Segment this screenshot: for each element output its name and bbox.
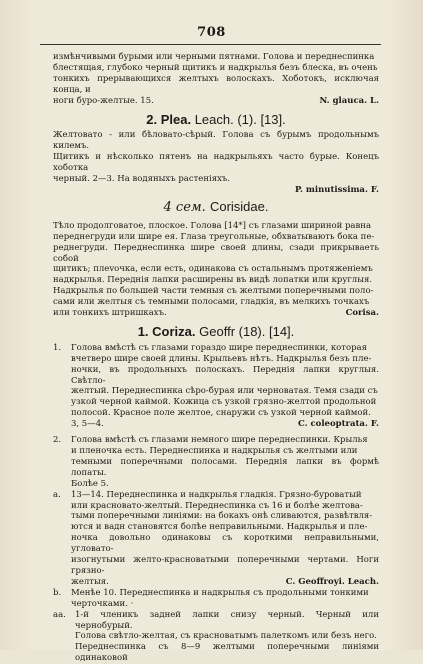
text-line: Щитикъ и нѣсколько пятенъ на надкрыльяхъ часто бурые. Конецъ хоботка — [53, 152, 379, 174]
genus-heading-plea — [53, 111, 379, 127]
text-line: и пленочка есть. Переднеспинка и надкрылья съ желтыми или — [71, 446, 358, 456]
text-line: Менѣе 10. Переднеспинка и надкрылья съ продольными тонкими — [71, 587, 369, 598]
text-line: черточками. · — [71, 598, 134, 609]
text-line: вчетверо шире своей длины. Крыльевъ нѣтъ. Надкрылья безъ пле- — [71, 353, 372, 364]
text-line: или тонкихъ штришкахъ. — [53, 308, 167, 319]
species-name: Corisa. — [345, 308, 379, 319]
text-line: надкрылья. Переднія лапки расширены въ видѣ лопатки или круглыя. — [53, 275, 373, 286]
page-content — [53, 52, 379, 664]
family-number: 4 сем. — [163, 199, 206, 215]
text-line: желтыя. — [71, 576, 109, 587]
genus-name: Plea. — [160, 111, 192, 127]
text-line: 1-й членикъ задней лапки снизу черный. Черный или чернобурый. — [75, 609, 379, 631]
genus-name: Coriza. — [152, 323, 196, 339]
text-line: 3, 5—4. — [71, 419, 104, 430]
text-line: изогнутыми желто-красноватыми поперечными чертами. Ноги грязно- — [71, 555, 379, 576]
species-name: C. coleoptrata. F. — [297, 419, 379, 430]
item-label: 2. — [53, 435, 62, 446]
species-name: N. glauca. L. — [319, 95, 379, 106]
family-heading — [53, 198, 379, 215]
text-line: ночка довольно одинаковы съ короткими неправильными, угловато- — [71, 533, 379, 555]
genus-number: 2. — [146, 111, 158, 127]
genus-heading-coriza — [53, 323, 379, 339]
family-paragraph — [53, 221, 379, 319]
text-line: Переднеспинка съ 8—9 желтыми поперечными линіями одинаковой — [75, 642, 379, 664]
key-item-aa — [53, 610, 379, 664]
text-line: 13—14. Переднеспинка и надкрылья гладкія. Грязно-буроватый — [71, 489, 362, 500]
text-line: Голова свѣтло-желтая, съ красноватымъ палеткомъ или безъ него. — [75, 631, 377, 642]
text-line: сами или желтыя съ темными полосами, гладкія, въ мелкихъ точкахъ — [53, 297, 370, 308]
text-line: Болѣе 5. — [71, 478, 109, 489]
species-name: P. minutissima. F. — [295, 184, 379, 195]
genus-number: 1. — [137, 323, 149, 339]
text-line: щитикъ; плеvочка, если есть, одинакова съ остальнымъ протяженіемъ — [53, 264, 373, 275]
text-line: Тѣло продолговатое, плоское. Голова [14*] съ глазами шириной равна — [53, 220, 372, 231]
species-name: C. Geoffroyi. Leach. — [285, 576, 379, 587]
text-line: ются и вадн становятся болѣе неправильными. Надкрылья и пле- — [71, 522, 368, 533]
text-line: реднегруди. Переднеспинка шире своей длины, сзади прикрываеть собой — [53, 242, 379, 264]
genus-author: Leach. (1). [13]. — [194, 111, 286, 127]
genus-author: Geoffr (18). [14]. — [199, 323, 295, 339]
family-name: Corisidae. — [209, 198, 269, 214]
text-line: желтый. Переднеспинка сѣро-бурая или черноватая. Темя сзади съ — [71, 386, 378, 397]
text-line: узкой черной каймой. Кожица съ узкой грязно-желтой продольной — [71, 397, 377, 408]
text-line: тыми поперечными линіями: на бокахъ онѣ сливаются, развѣтвля- — [71, 511, 373, 522]
key-item-a — [53, 490, 379, 588]
key-item-2 — [53, 435, 379, 490]
item-label: 1. — [53, 342, 62, 353]
text-line: или красновато-желтый. Переднеспинка съ 16 и болѣе желтова- — [71, 500, 363, 511]
item-label: b. — [53, 587, 62, 598]
key-item-1 — [53, 343, 379, 430]
text-line: тонкихъ прерывающихся желтыхъ волоскахъ. Хоботокъ, исключая конца, и — [53, 73, 379, 95]
text-line: блестящая, глубоко черный щитикъ и надкрылья безъ блеска, въ очень — [53, 62, 378, 73]
text-line: темными поперечными полосами. Переднія лапки въ формѣ лопаты. — [71, 456, 379, 478]
key-item-b — [53, 588, 379, 610]
item-label: aa. — [53, 609, 66, 620]
text-line: измѣнчивыми бурыми или черными пятнами. Голова и переднеспинка — [53, 52, 375, 62]
top-paragraph — [53, 52, 379, 107]
text-line: Голова вмѣстѣ съ глазами немного шире переднеспинки. Крылья — [71, 435, 368, 446]
text-line: Голова вмѣстѣ съ глазами гораздо шире переднеспинки, которая — [71, 342, 367, 353]
plea-paragraph — [53, 130, 379, 195]
text-line: черный. 2—3. На водяныхъ растеніяхъ. — [53, 174, 230, 185]
text-line: полосой. Красное поле желтое, снаружи съ узкой черной каймой. — [71, 408, 371, 419]
text-line: ноги буро-желтые. 15. — [53, 95, 154, 106]
header-rule — [40, 44, 381, 45]
text-line: Желтовато - или бѣловато-сѣрый. Голова съ бурымъ продольнымъ килемъ. — [53, 130, 379, 152]
item-label: a. — [53, 489, 61, 500]
text-line: ночки, въ продольныхъ полоскахъ. Переднія лапки круглыя. Свѣтло- — [71, 364, 379, 386]
page-number: 708 — [197, 25, 226, 40]
text-line: переднегруди или шире ея. Глаза треугольные, обхватывають бока пе- — [53, 231, 375, 242]
text-line: Надкрылья по большей части темныя съ желтыми поперечными поло- — [53, 286, 374, 297]
